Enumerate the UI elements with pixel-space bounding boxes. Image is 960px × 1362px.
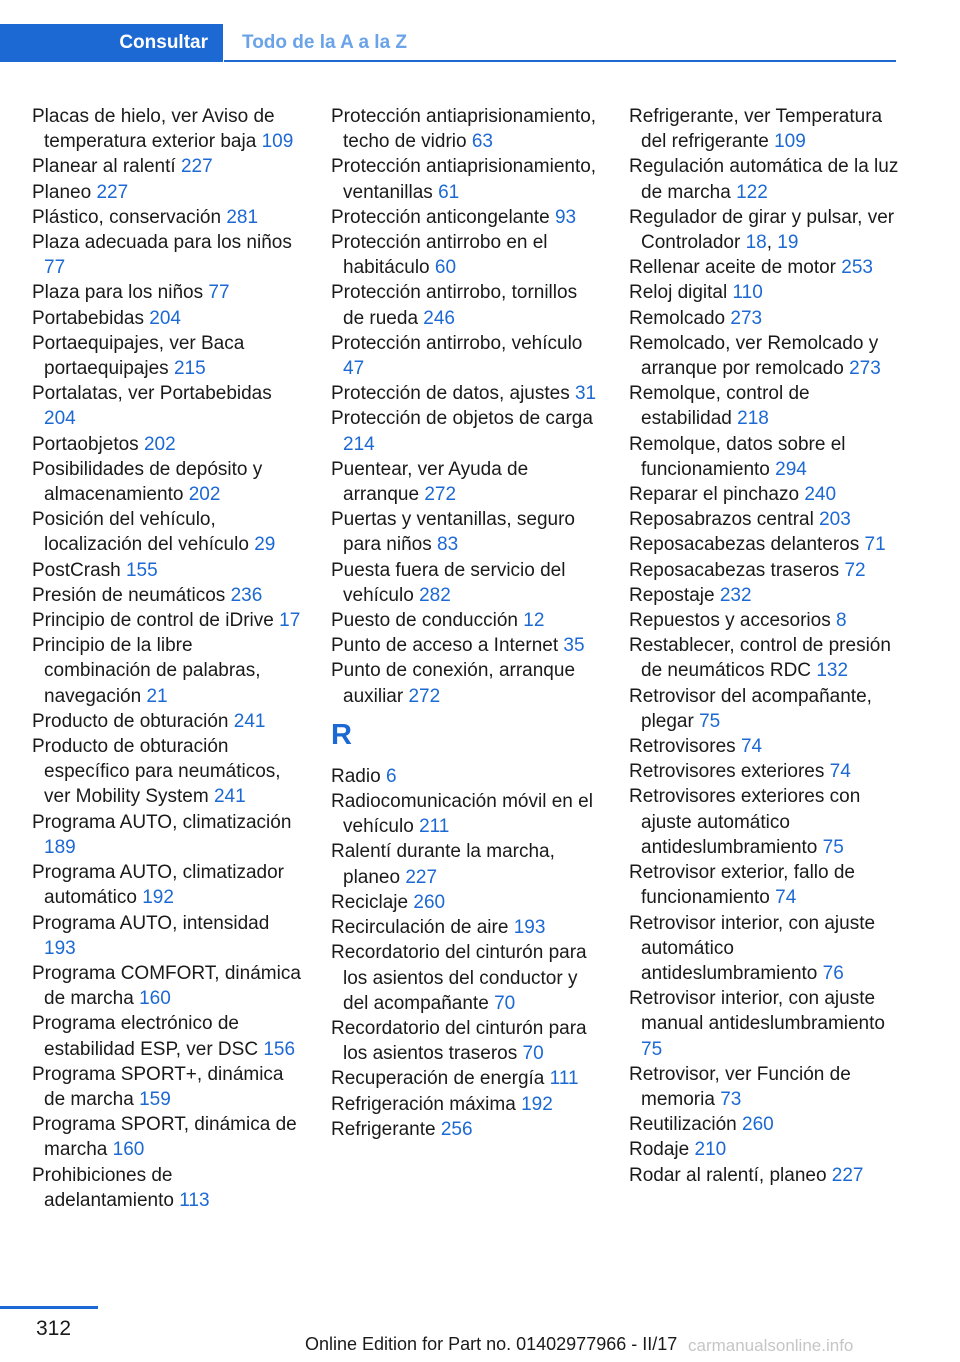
index-entry — [629, 306, 901, 331]
page-reference-link[interactable]: 160 — [139, 988, 171, 1010]
index-entry-text: Punto de conexión, arranque auxiliar — [331, 660, 576, 707]
page-reference-link[interactable]: 282 — [419, 584, 451, 606]
index-entry-text: Programa COMFORT, dinámica de marcha — [32, 962, 301, 1010]
index-entry-text: Retrovisores exteriores con ajuste automático antideslumbramiento — [629, 786, 861, 858]
index-entry — [331, 1092, 603, 1117]
index-entry-text: Retrovisor interior, con ajuste manual antideslumbramiento — [629, 988, 885, 1035]
index-entry — [629, 784, 901, 860]
page-reference-link[interactable]: 241 — [213, 786, 246, 808]
index-entry — [32, 1062, 304, 1112]
index-entry — [629, 558, 901, 583]
page-reference-link[interactable]: 227 — [180, 156, 213, 178]
index-entry-text: Ralentí durante la marcha, planeo — [331, 841, 555, 888]
index-entry-text: Protección antiaprisionamiento, ventanillas — [331, 156, 597, 203]
index-entry — [32, 583, 304, 608]
page-reference-link[interactable]: 160 — [112, 1139, 145, 1161]
index-entry — [32, 633, 304, 709]
index-entry-text: Remolcado, ver Remolcado y arranque por remolcado — [629, 332, 879, 380]
index-entry-text: Prohibiciones de adelantamiento — [32, 1164, 174, 1211]
page-reference-link[interactable]: 246 — [423, 307, 455, 329]
index-entry-text: Planeo — [32, 181, 92, 203]
index-entry — [331, 658, 603, 708]
index-entry — [331, 1117, 603, 1142]
index-entry — [629, 154, 901, 204]
index-entry-text: Reutilización — [629, 1114, 737, 1136]
page-reference-link[interactable]: 17 — [279, 610, 301, 632]
index-entry — [629, 280, 901, 305]
tab-underline — [224, 60, 896, 62]
index-entry-text: Plaza para los niños — [32, 282, 204, 304]
index-entry-text: Recordatorio del cinturón para los asientos traseros — [331, 1017, 587, 1065]
index-entry — [32, 104, 304, 154]
index-entry — [32, 507, 304, 557]
page-reference-link[interactable]: 227 — [405, 866, 438, 888]
page-number-rule — [0, 1306, 98, 1309]
index-entry — [629, 432, 901, 482]
page-reference-link[interactable]: 204 — [149, 307, 181, 329]
index-entry — [629, 734, 901, 759]
index-entry — [32, 608, 304, 633]
index-entry-text: Portabebidas — [32, 307, 144, 329]
index-entry — [331, 915, 603, 940]
header-tabs — [0, 24, 960, 62]
section-letter: R — [331, 718, 352, 751]
index-entry — [331, 558, 603, 608]
index-entry — [629, 759, 901, 784]
index-entry-text: Remolque, datos sobre el funcionamiento — [629, 433, 846, 480]
page-reference-link[interactable]: 273 — [849, 358, 881, 380]
index-entry-text: Principio de la libre combinación de palabras, navegación — [32, 635, 261, 707]
index-entry — [32, 734, 304, 810]
index-entry — [32, 180, 304, 205]
index-entry — [629, 255, 901, 280]
page-reference-link[interactable]: 211 — [419, 816, 450, 838]
index-entry-text: Planear al ralentí — [32, 156, 176, 178]
page-reference-link[interactable]: 70 — [494, 992, 516, 1014]
index-entry — [331, 1066, 603, 1091]
index-entry-text: Retrovisores exteriores — [629, 761, 825, 783]
page-reference-link[interactable]: 35 — [563, 635, 585, 657]
index-entry-text: Presión de neumáticos — [32, 584, 226, 606]
index-entry — [32, 1163, 304, 1213]
index-entry-text: Retrovisor del acompañante, plegar — [629, 685, 872, 732]
page-reference-link[interactable]: 72 — [844, 559, 866, 581]
index-entry-text: Regulador de girar y pulsar, ver Controlador — [629, 206, 895, 254]
index-entry-text: Retrovisor interior, con ajuste automático antideslumbramiento — [629, 912, 876, 984]
index-entry — [32, 860, 304, 910]
tab-consultar[interactable]: Consultar — [0, 24, 223, 62]
index-entry-text: Refrigeración máxima — [331, 1093, 516, 1115]
page-reference-link[interactable]: 75 — [699, 710, 721, 732]
index-entry — [629, 331, 901, 381]
page-reference-link[interactable]: 61 — [438, 181, 460, 203]
page-reference-link[interactable]: 156 — [263, 1038, 296, 1060]
index-entry-text: Punto de acceso a Internet — [331, 635, 559, 657]
index-entry — [331, 154, 603, 204]
page-reference-link[interactable]: 236 — [230, 584, 263, 606]
page-reference-link[interactable]: 83 — [437, 534, 459, 556]
page-reference-link[interactable]: 63 — [471, 131, 493, 153]
page-reference-link[interactable]: 204 — [44, 408, 76, 430]
page-reference-link[interactable]: 281 — [226, 206, 259, 228]
index-entry-text: Protección antirrobo, tornillos de rueda — [331, 282, 578, 329]
index-entry-text: Radio — [331, 765, 381, 787]
page-reference-link[interactable]: 210 — [694, 1139, 727, 1161]
page-reference-link[interactable]: 193 — [44, 937, 76, 959]
index-entry — [32, 1112, 304, 1162]
page-reference-link[interactable]: 21 — [146, 685, 168, 707]
index-entry-text: Reloj digital — [629, 282, 728, 304]
index-entry-text: Reparar el pinchazo — [629, 484, 800, 506]
page-reference-link[interactable]: 272 — [408, 685, 441, 707]
index-entry — [331, 104, 603, 154]
index-entry — [331, 457, 603, 507]
page-reference-link[interactable]: 273 — [730, 307, 763, 329]
index-entry — [331, 205, 603, 230]
page-reference-link[interactable]: 75 — [641, 1038, 663, 1060]
index-entry-text: Posibilidades de depósito y almacenamiento — [32, 458, 263, 506]
index-entry-text: Programa electrónico de estabilidad ESP, ver DSC — [32, 1013, 259, 1060]
page-reference-link[interactable]: 73 — [720, 1088, 742, 1110]
page-reference-link[interactable]: 111 — [549, 1068, 579, 1090]
index-entry-text: Reposabrazos central — [629, 509, 814, 531]
page-reference-link[interactable]: 6 — [385, 765, 397, 787]
index-entry — [331, 608, 603, 633]
index-entry — [331, 230, 603, 280]
index-entry — [32, 230, 304, 280]
page-reference-link[interactable]: 8 — [836, 610, 847, 632]
index-entry — [32, 205, 304, 230]
index-entry-text: Retrovisor, ver Función de memoria — [629, 1063, 851, 1110]
page-reference-link[interactable]: 218 — [737, 408, 769, 430]
index-entry-text: Protección antirrobo, vehículo — [331, 332, 583, 354]
page-reference-link[interactable]: 77 — [44, 257, 66, 279]
index-entry — [629, 532, 901, 557]
index-entry-text: Producto de obturación específico para neumáticos, ver Mobility System — [32, 736, 281, 808]
index-entry-text: Plástico, conservación — [32, 206, 222, 228]
index-entry-text: Repuestos y accesorios — [629, 610, 831, 632]
index-entry — [32, 911, 304, 961]
page-reference-link[interactable]: 202 — [188, 484, 221, 506]
index-entry — [629, 583, 901, 608]
page-reference-link[interactable]: 74 — [775, 887, 797, 909]
index-entry-text: Repostaje — [629, 584, 715, 606]
page-reference-link[interactable]: 189 — [44, 836, 76, 858]
page-reference-link[interactable]: 76 — [822, 962, 844, 984]
index-entry — [629, 860, 901, 910]
index-entry — [629, 104, 901, 154]
index-entry-text: Puesto de conducción — [331, 610, 518, 632]
index-entry — [629, 381, 901, 431]
index-entry — [32, 1011, 304, 1061]
index-entry-text: Portaobjetos — [32, 433, 139, 455]
page-reference-link[interactable]: 155 — [125, 559, 158, 581]
page-reference-link[interactable]: 31 — [574, 383, 597, 405]
index-entry-text: Refrigerante, ver Temperatura del refrigerante — [629, 106, 883, 153]
index-entry — [331, 1016, 603, 1066]
index-entry: Regulador de girar y pulsar, ver Controlador 18, 19 — [629, 206, 895, 254]
page-reference-link[interactable]: 260 — [742, 1114, 774, 1136]
index-entry — [331, 331, 603, 381]
index-entry — [32, 306, 304, 331]
index-entry-text: Reciclaje — [331, 891, 409, 913]
page-reference-link[interactable]: 132 — [816, 660, 849, 682]
page-reference-link[interactable]: 227 — [831, 1164, 864, 1186]
index-entry — [331, 764, 603, 789]
index-entry-text: Recirculación de aire — [331, 917, 509, 939]
index-entry-text: Protección antirrobo en el habitáculo — [331, 232, 548, 279]
page-reference-link[interactable]: 240 — [804, 484, 837, 506]
index-entry — [32, 381, 304, 431]
page-reference-link[interactable]: 256 — [440, 1118, 473, 1140]
index-entry — [32, 961, 304, 1011]
index-entry — [331, 406, 603, 456]
index-entry — [629, 684, 901, 734]
index-entry-text: Programa SPORT, dinámica de marcha — [32, 1114, 297, 1161]
index-entry-text: Retrovisores — [629, 736, 736, 758]
index-entry-text: Reposacabezas delanteros — [629, 534, 860, 556]
index-entry — [629, 1137, 901, 1162]
index-entry — [32, 280, 304, 305]
page-reference-link[interactable]: 159 — [139, 1088, 171, 1110]
index-entry-text: PostCrash — [32, 559, 121, 581]
index-entry — [32, 558, 304, 583]
index-entry — [629, 986, 901, 1062]
page-reference-link[interactable]: 93 — [554, 206, 577, 228]
page-reference-link[interactable]: 110 — [732, 282, 763, 304]
index-entry — [629, 633, 901, 683]
page-reference-link[interactable]: 272 — [424, 484, 457, 506]
page-reference-link[interactable]: 241 — [233, 710, 266, 732]
index-entry-text: Retrovisor exterior, fallo de funcionamiento — [629, 862, 855, 909]
page-reference-link[interactable]: 19 — [777, 232, 799, 254]
page-reference-link[interactable]: 260 — [413, 891, 446, 913]
page-number: 312 — [36, 1317, 72, 1340]
index-entry-text: Protección de objetos de carga — [331, 408, 593, 430]
index-entry-text: Portaequipajes, ver Baca portaequipajes — [32, 332, 245, 380]
index-entry-text: Refrigerante — [331, 1118, 436, 1140]
index-entry-text: Rellenar aceite de motor — [629, 257, 836, 279]
page-reference-link[interactable]: 70 — [522, 1043, 544, 1065]
index-entry — [32, 810, 304, 860]
index-entry — [629, 911, 901, 987]
index-entry-text: Recuperación de energía — [331, 1068, 545, 1090]
index-entry-text: Rodar al ralentí, planeo — [629, 1164, 827, 1186]
index-entry-text: Programa AUTO, climatizador automático — [32, 862, 285, 909]
index-entry — [629, 507, 901, 532]
index-entry-text: Puesta fuera de servicio del vehículo — [331, 559, 566, 606]
index-entry — [331, 839, 603, 889]
tab-todo-de-la-a-a-la-z[interactable]: Todo de la A a la Z — [242, 32, 408, 53]
index-entry-text: Rodaje — [629, 1139, 690, 1161]
index-entry — [629, 1112, 901, 1137]
page-reference-link[interactable]: 74 — [740, 736, 763, 758]
index-entry — [331, 633, 603, 658]
index-entry-text: Protección de datos, ajustes — [331, 383, 570, 405]
page-reference-link[interactable]: 294 — [775, 458, 807, 480]
page-reference-link[interactable]: 232 — [719, 584, 752, 606]
index-entry-text: Programa SPORT+, dinámica de marcha — [32, 1063, 284, 1110]
index-entry-text: Puentear, ver Ayuda de arranque — [331, 458, 529, 506]
page-reference-link[interactable]: 109 — [774, 131, 806, 153]
index-entry-text: Programa AUTO, climatización — [32, 811, 292, 833]
index-entry-text: Remolcado — [629, 307, 726, 329]
page-reference-link[interactable]: 60 — [434, 257, 457, 279]
index-entry — [32, 457, 304, 507]
index-entry — [331, 940, 603, 1016]
index-entry-text: Restablecer, control de presión de neumáticos RDC — [629, 635, 891, 682]
index-entry — [32, 331, 304, 381]
page-reference-link[interactable]: 253 — [841, 257, 873, 279]
index-entry — [331, 381, 603, 406]
watermark: carmanualsonline.info — [688, 1336, 854, 1355]
page-reference-link[interactable]: 18 — [745, 232, 767, 254]
index-column-2 — [331, 104, 603, 1142]
index-entry-text: Principio de control de iDrive — [32, 610, 274, 632]
index-entry — [32, 432, 304, 457]
index-entry — [32, 709, 304, 734]
index-entry-text: Radiocomunicación móvil en el vehículo — [331, 791, 593, 838]
index-entry-text: Placas de hielo, ver Aviso de temperatura exterior baja — [32, 106, 275, 153]
page-reference-link[interactable]: 47 — [343, 358, 365, 380]
page-reference-link[interactable]: 227 — [96, 181, 129, 203]
page-reference-link[interactable]: 113 — [179, 1189, 210, 1211]
page-reference-link[interactable]: 109 — [261, 131, 294, 153]
index-entry-text: Regulación automática de la luz de marcha — [629, 156, 899, 203]
page-reference-link[interactable]: 214 — [343, 433, 375, 455]
index-entry-text: Puertas y ventanillas, seguro para niños — [331, 509, 575, 556]
page-reference-link[interactable]: 75 — [822, 836, 844, 858]
index-entry-text: Recordatorio del cinturón para los asientos del conductor y del acompañante — [331, 942, 587, 1014]
index-column-3 — [629, 104, 901, 1188]
index-entry-text: Posición del vehículo, localización del vehículo — [32, 509, 249, 556]
index-entry — [629, 482, 901, 507]
page-reference-link[interactable]: 192 — [142, 887, 174, 909]
page-reference-link[interactable]: 193 — [513, 917, 546, 939]
page-reference-link[interactable]: 203 — [819, 509, 851, 531]
index-entry-text: Portalatas, ver Portabebidas — [32, 383, 272, 405]
index-entry — [331, 890, 603, 915]
page-reference-link[interactable]: 215 — [173, 358, 206, 380]
index-entry-text: Remolque, control de estabilidad — [629, 383, 810, 430]
index-entry-text: Protección antiaprisionamiento, techo de vidrio — [331, 106, 597, 153]
index-entry — [331, 789, 603, 839]
index-entry — [629, 1062, 901, 1112]
index-entry-text: Programa AUTO, intensidad — [32, 912, 270, 934]
index-entry — [32, 154, 304, 179]
page-reference-link[interactable]: 74 — [829, 761, 851, 783]
index-entry-text: Plaza adecuada para los niños — [32, 232, 292, 254]
page-reference-link[interactable]: 192 — [521, 1093, 553, 1115]
index-entry — [629, 608, 901, 633]
edition-footer: Online Edition for Part no. 01402977966 - II/17 — [305, 1334, 678, 1354]
index-entry — [331, 280, 603, 330]
index-entry-text: Protección anticongelante — [331, 206, 550, 228]
page-reference-link[interactable]: 29 — [254, 534, 276, 556]
page-reference-link[interactable]: 12 — [523, 610, 545, 632]
index-entry — [629, 1163, 901, 1188]
page-reference-link[interactable]: 122 — [736, 181, 768, 203]
page-reference-link[interactable]: 77 — [208, 282, 230, 304]
index-column-1 — [32, 104, 304, 1213]
index-entry-text: Reposacabezas traseros — [629, 559, 840, 581]
page-reference-link[interactable]: 71 — [864, 534, 886, 556]
page-reference-link[interactable]: 202 — [143, 433, 176, 455]
index-entry — [331, 507, 603, 557]
index-entry-text: Producto de obturación — [32, 710, 229, 732]
